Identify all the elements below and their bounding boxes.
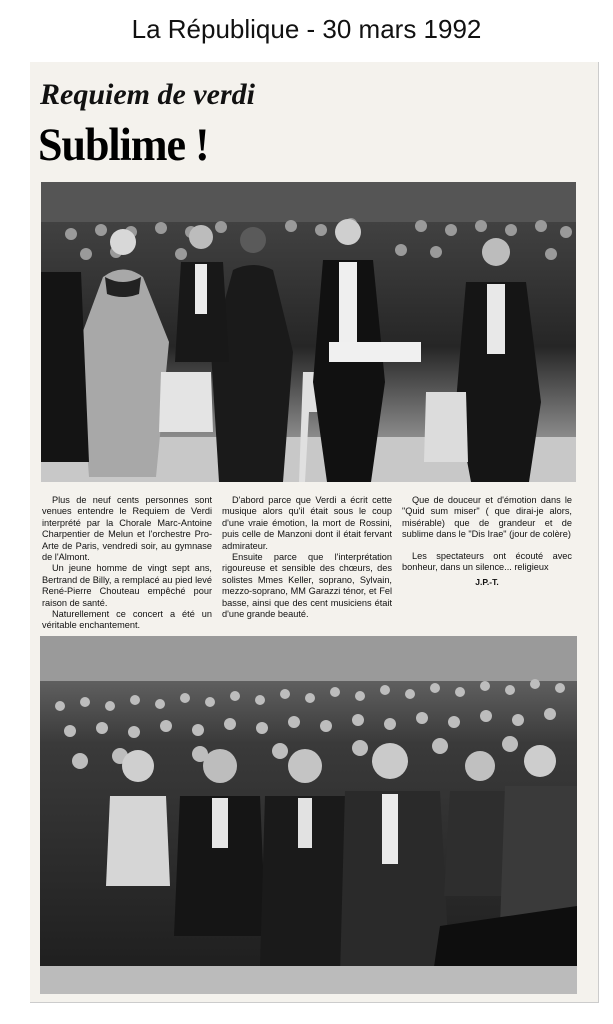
paragraph: Que de douceur et d'émotion dans le "Quid sum miser" ( que dirai-je alors, misérable) que de grandeur et de sublime dans le "Dis Irae" (jour de colère) [402, 495, 572, 540]
article-headline: Sublime ! [38, 119, 209, 171]
paragraph: D'abord parce que Verdi a écrit cette musique alors qu'il était sous le coup d'une vraie émotion, la mort de Rossini, puis celle de Manzoni dont il était fervant admirateur. [222, 495, 392, 551]
author-signature: J.P.-T. [475, 577, 499, 588]
paragraph: Plus de neuf cents personnes sont venues entendre le Requiem de Verdi interprété par la Chorale Marc-Antoine Charpentier de Melun et l'orchestre Pro-Arte de Paris, vendredi soir, au gymnase de l'Almont. [42, 495, 212, 563]
paragraph: Les spectateurs ont écouté avec bonheur, dans un silence... religieux [402, 550, 572, 573]
source-caption: La République - 30 mars 1992 [131, 14, 482, 44]
article-column-3 [402, 495, 572, 589]
article-kicker: Requiem de verdi [40, 78, 255, 111]
paragraph: Ensuite parce que l'interprétation rigoureuse et sensible des chœurs, des solistes Mmes Keller, soprano, Sylvain, mezzo-soprano, MM Garazzi ténor, et Fel basse, ainsi que des cent musiciens était d'une grande beauté. [222, 552, 392, 620]
paragraph: Naturellement ce concert a été un véritable enchantement. [42, 609, 212, 631]
photo-audience [40, 636, 577, 994]
article-column-2 [222, 495, 392, 620]
paragraph: Un jeune homme de vingt sept ans, Bertrand de Billy, a remplacé au pied levé René-Pierre Chouteau empêché pour raison de santé. [42, 563, 212, 608]
photo-soloists-on-stage [41, 182, 576, 482]
article-column-1 [42, 495, 212, 632]
